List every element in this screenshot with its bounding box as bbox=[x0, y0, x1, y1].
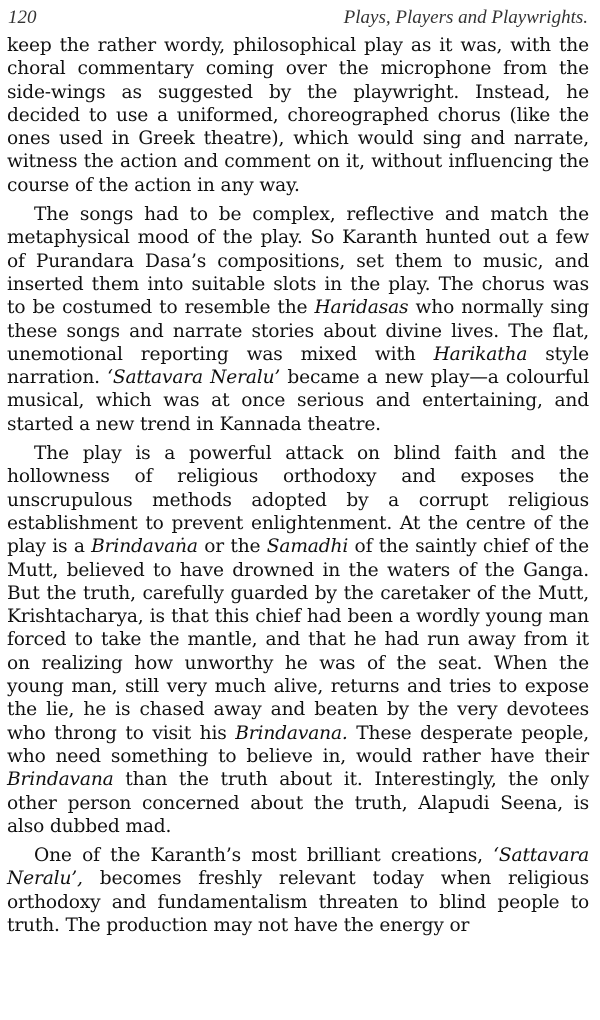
italic-term-brindavana: Brindavaṅa bbox=[91, 536, 198, 558]
text-segment: becomes freshly relevant today when religious orthodoxy and fundamentalism threaten to blind people to truth. The production may not have the energy or bbox=[7, 868, 589, 936]
page-number: 120 bbox=[8, 7, 37, 28]
text-segment: than the truth about it. Interestingly, the only other person concerned about the truth, Alapudi Seena, is also dubbed mad. bbox=[7, 769, 589, 837]
italic-term-brindavana: Brindavana bbox=[7, 769, 114, 791]
paragraph-continuation bbox=[7, 34, 589, 197]
italic-title-sattavara-neralu: ‘Sattavara Neralu’ bbox=[107, 367, 281, 389]
running-title: Plays, Players and Playwrights. bbox=[343, 7, 588, 28]
text-segment: became a new play—a colourful musical, which was at once serious and entertaining, and started a new trend in Kannada theatre. bbox=[7, 367, 589, 435]
text-segment: keep the rather wordy, philosophical play as it was, with the choral commentary coming over the microphone from the side-wings as suggested by the playwright. Instead, he decided to use a uniformed, choreographed chorus (like the ones used in Greek theatre), which would sing and narrate, witness the action and comment on it, without influencing the course of the action in any way. bbox=[7, 35, 589, 196]
body-text bbox=[7, 34, 589, 943]
text-segment: One of the Karanth’s most brilliant creations, bbox=[34, 845, 494, 867]
paragraph-relevance bbox=[7, 844, 589, 937]
text-segment: The play is a powerful attack on blind faith and the hollowness of religious orthodoxy and exposes the unscrupulous methods adopted by a corrupt religious establishment to prevent enlightenment. At the centre of the play is a bbox=[7, 443, 589, 558]
italic-term-haridasas: Haridasas bbox=[314, 297, 409, 319]
italic-title-sattavara-neralu: ‘Sattavara Neralu’, bbox=[7, 845, 589, 890]
italic-term-harikatha: Harikatha bbox=[433, 343, 528, 365]
running-head bbox=[8, 6, 588, 30]
text-segment: style narration. bbox=[7, 343, 590, 389]
text-segment: or the bbox=[197, 536, 267, 558]
text-segment: of the saintly chief of the Mutt, believed to have drowned in the waters of the Ganga. But the truth, carefully guarded by the caretaker of the Mutt, Krishtacharya, is that this chief had been a wordly young man forced to take the mantle, and that he had run away from it on realizing how unworthy he was of the seat. When the young man, still very much alive, returns and tries to expose the lie, he is chased away and beaten by the very devotees who throng to visit his bbox=[7, 536, 589, 744]
italic-term-brindavana: Brindavana. bbox=[235, 722, 348, 744]
italic-term-samadhi: Samadhi bbox=[266, 536, 349, 558]
text-segment: These desperate people, who need something to believe in, would rather have their bbox=[7, 722, 589, 767]
paragraph-attack-on-faith bbox=[7, 442, 589, 838]
paragraph-songs bbox=[7, 203, 589, 436]
text-segment: who normally sing these songs and narrate stories about divine lives. The flat, unemotional reporting was mixed with bbox=[7, 297, 590, 365]
text-segment: The songs had to be complex, reflective and match the metaphysical mood of the play. So Karanth hunted out a few of Purandara Dasa’s compositions, set them to music, and inserted them into suitable slots in the play. The chorus was to be costumed to resemble the bbox=[7, 204, 589, 319]
